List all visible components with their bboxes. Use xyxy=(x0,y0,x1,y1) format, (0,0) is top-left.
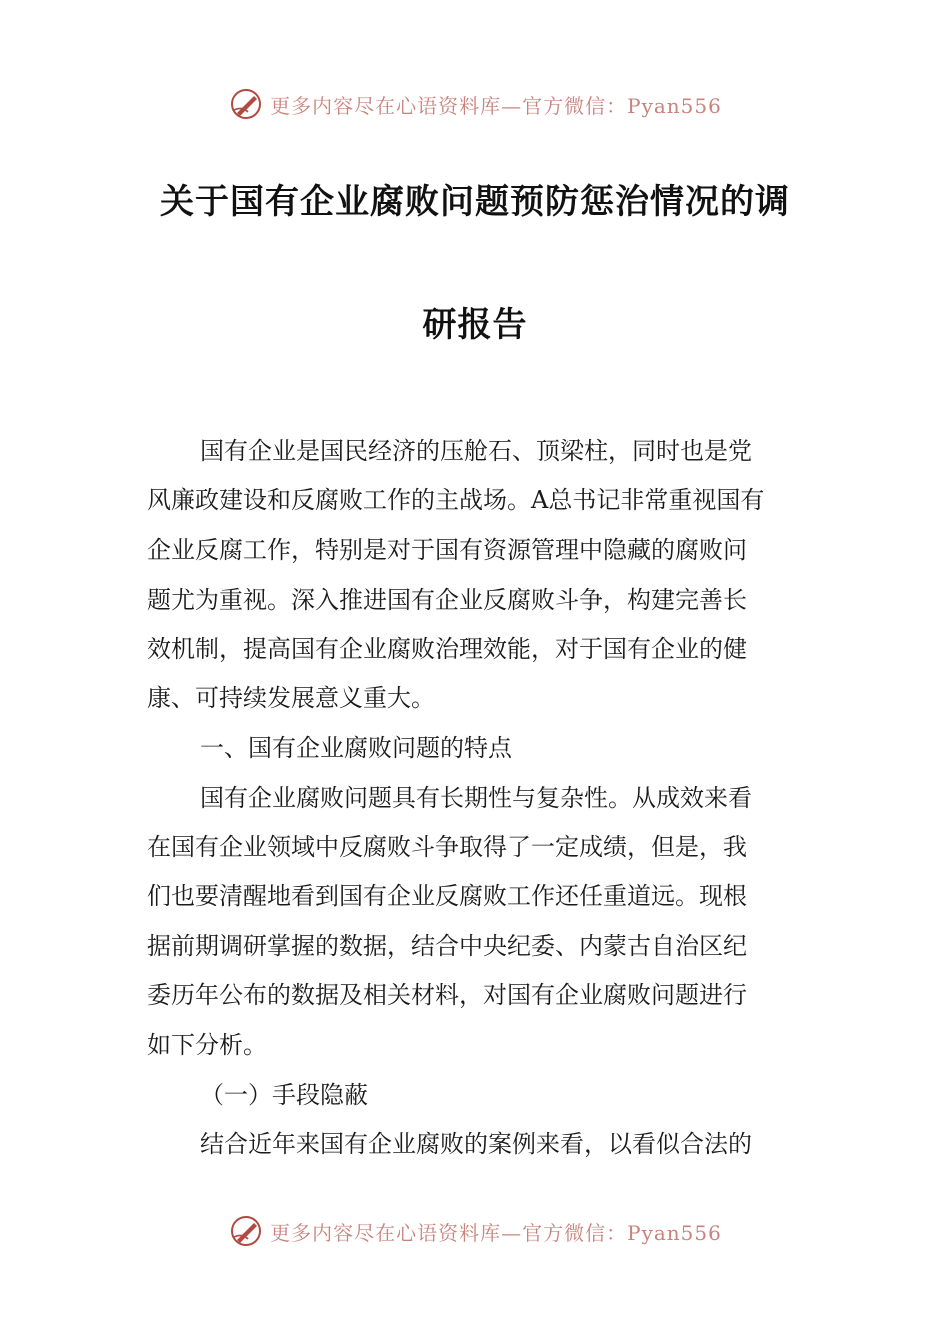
paragraph-line: 效机制，提高国有企业腐败治理效能，对于国有企业的健 xyxy=(147,635,747,663)
paragraph-line: 结合近年来国有企业腐败的案例来看，以看似合法的 xyxy=(200,1130,752,1158)
paragraph-line: 如下分析。 xyxy=(147,1031,267,1059)
paragraph-line: 国有企业腐败问题具有长期性与复杂性。从成效来看 xyxy=(200,784,752,812)
paragraph-line: 委历年公布的数据及相关材料，对国有企业腐败问题进行 xyxy=(147,981,747,1009)
paragraph-line: 企业反腐工作，特别是对于国有资源管理中隐藏的腐败问 xyxy=(147,536,747,564)
paragraph-line: 们也要清醒地看到国有企业反腐败工作还任重道远。现根 xyxy=(147,882,747,910)
pen-logo-icon xyxy=(228,1213,264,1249)
watermark-text: 更多内容尽在心语资料库—官方微信：Pyan556 xyxy=(270,1220,722,1245)
paragraph-line: 据前期调研掌握的数据，结合中央纪委、内蒙古自治区纪 xyxy=(147,932,747,960)
pen-logo-icon xyxy=(228,86,264,122)
watermark-text: 更多内容尽在心语资料库—官方微信：Pyan556 xyxy=(270,93,722,118)
footer-watermark xyxy=(0,1211,950,1251)
document-title-line-2: 研报告 xyxy=(422,305,528,345)
paragraph-line: 在国有企业领域中反腐败斗争取得了一定成绩，但是，我 xyxy=(147,833,747,861)
document-title-line-1: 关于国有企业腐败问题预防惩治情况的调 xyxy=(160,182,790,222)
section-heading: 一、国有企业腐败问题的特点 xyxy=(200,734,512,762)
paragraph-line: 题尤为重视。深入推进国有企业反腐败斗争，构建完善长 xyxy=(147,586,747,614)
paragraph-line: 康、可持续发展意义重大。 xyxy=(147,684,435,712)
subsection-heading: （一）手段隐蔽 xyxy=(200,1081,368,1109)
header-watermark xyxy=(0,84,950,124)
paragraph-line: 国有企业是国民经济的压舱石、顶梁柱，同时也是党 xyxy=(200,437,752,465)
paragraph-line: 风廉政建设和反腐败工作的主战场。A总书记非常重视国有 xyxy=(147,486,765,514)
